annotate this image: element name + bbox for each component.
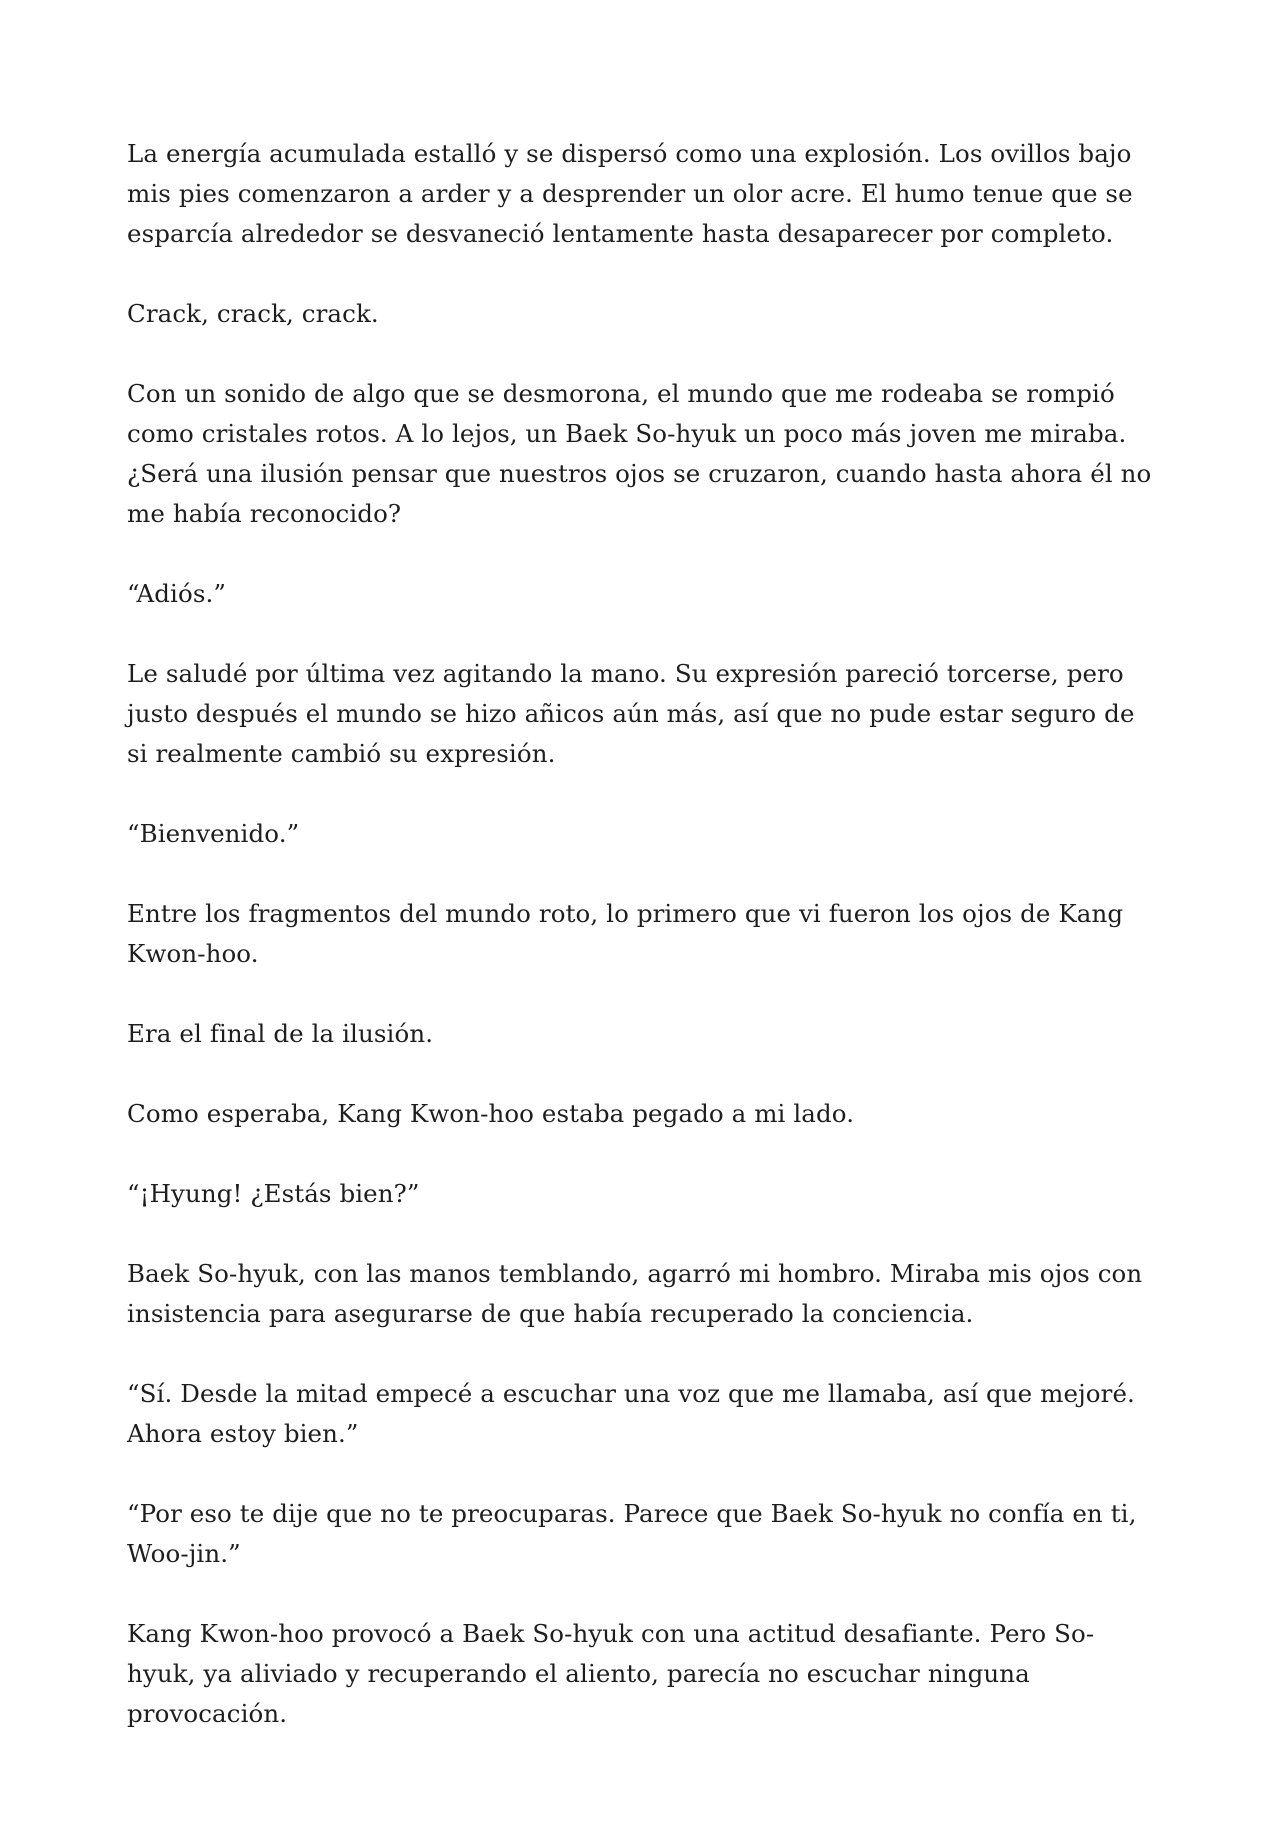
paragraph: “Sí. Desde la mitad empecé a escuchar una voz que me llamaba, así que mejoré. Ahora estoy bien.” bbox=[127, 1379, 1135, 1448]
paragraph: “Adiós.” bbox=[127, 579, 227, 608]
paragraph: Era el final de la ilusión. bbox=[127, 1019, 434, 1048]
paragraph: Crack, crack, crack. bbox=[127, 299, 379, 328]
paragraph: Baek So-hyuk, con las manos temblando, agarró mi hombro. Miraba mis ojos con insistencia para asegurarse de que había recuperado la conciencia. bbox=[127, 1259, 1143, 1328]
paragraph: Le saludé por última vez agitando la mano. Su expresión pareció torcerse, pero justo después el mundo se hizo añicos aún más, así que no pude estar seguro de si realmente cambió su expresión. bbox=[127, 659, 1135, 768]
paragraph: Entre los fragmentos del mundo roto, lo primero que vi fueron los ojos de Kang Kwon-hoo. bbox=[127, 899, 1124, 968]
paragraph: “¡Hyung! ¿Estás bien?” bbox=[127, 1179, 420, 1208]
paragraph: La energía acumulada estalló y se dispersó como una explosión. Los ovillos bajo mis pies comenzaron a arder y a desprender un olor acre. El humo tenue que se esparcía alrededor se desvaneció lentamente hasta desaparecer por completo. bbox=[127, 139, 1133, 248]
paragraph: “Bienvenido.” bbox=[127, 819, 300, 848]
paragraph: “Por eso te dije que no te preocuparas. Parece que Baek So-hyuk no confía en ti, Woo-jin.” bbox=[127, 1499, 1137, 1568]
paragraph: Como esperaba, Kang Kwon-hoo estaba pegado a mi lado. bbox=[127, 1099, 855, 1128]
document-body bbox=[127, 134, 1157, 1774]
paragraph: Con un sonido de algo que se desmorona, el mundo que me rodeaba se rompió como cristales rotos. A lo lejos, un Baek So-hyuk un poco más joven me miraba. ¿Será una ilusión pensar que nuestros ojos se cruzaron, cuando hasta ahora él no me había reconocido? bbox=[127, 379, 1152, 528]
paragraph: Kang Kwon-hoo provocó a Baek So-hyuk con una actitud desafiante. Pero So-hyuk, ya aliviado y recuperando el aliento, parecía no escuchar ninguna provocación. bbox=[127, 1619, 1095, 1728]
